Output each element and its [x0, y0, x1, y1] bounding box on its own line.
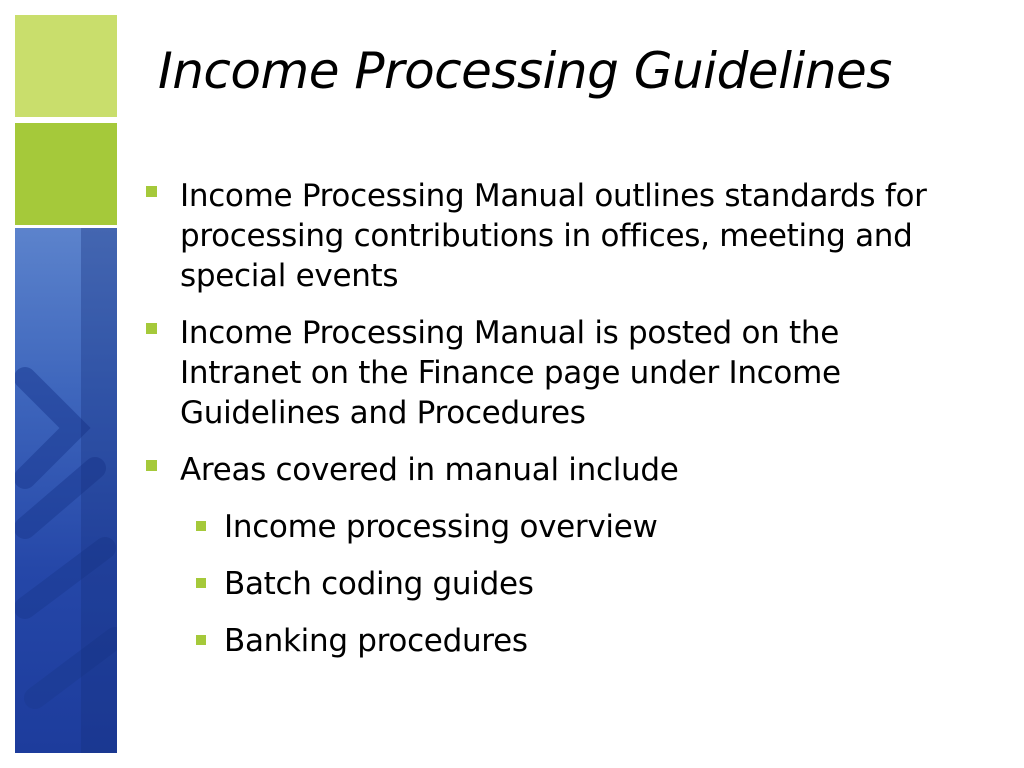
sub-bullet-text: Income processing overview [224, 509, 658, 545]
bullet-item [140, 176, 960, 296]
decorative-chevron-pattern [15, 228, 117, 753]
slide-body [140, 176, 960, 678]
sub-bullet-text: Banking procedures [224, 623, 528, 659]
slide-title: Income Processing Guidelines [158, 42, 892, 100]
sub-bullet-item [140, 507, 960, 547]
bullet-text: Income Processing Manual is posted on the Intranet on the Finance page under Income Guidelines and Procedures [180, 315, 841, 431]
square-bullet-icon [196, 521, 206, 531]
decorative-green-block [15, 123, 117, 225]
sub-bullet-item [140, 621, 960, 661]
square-bullet-icon [146, 186, 157, 197]
square-bullet-icon [196, 635, 206, 645]
decorative-light-green-block [15, 15, 117, 117]
bullet-text: Income Processing Manual outlines standards for processing contributions in offices, meeting and special events [180, 178, 927, 294]
square-bullet-icon [146, 460, 157, 471]
bullet-text: Areas covered in manual include [180, 452, 679, 488]
sub-bullet-item [140, 564, 960, 604]
decorative-blue-panel [15, 228, 117, 753]
square-bullet-icon [146, 323, 157, 334]
bullet-item [140, 313, 960, 433]
bullet-item [140, 450, 960, 490]
square-bullet-icon [196, 578, 206, 588]
sub-bullet-text: Batch coding guides [224, 566, 534, 602]
